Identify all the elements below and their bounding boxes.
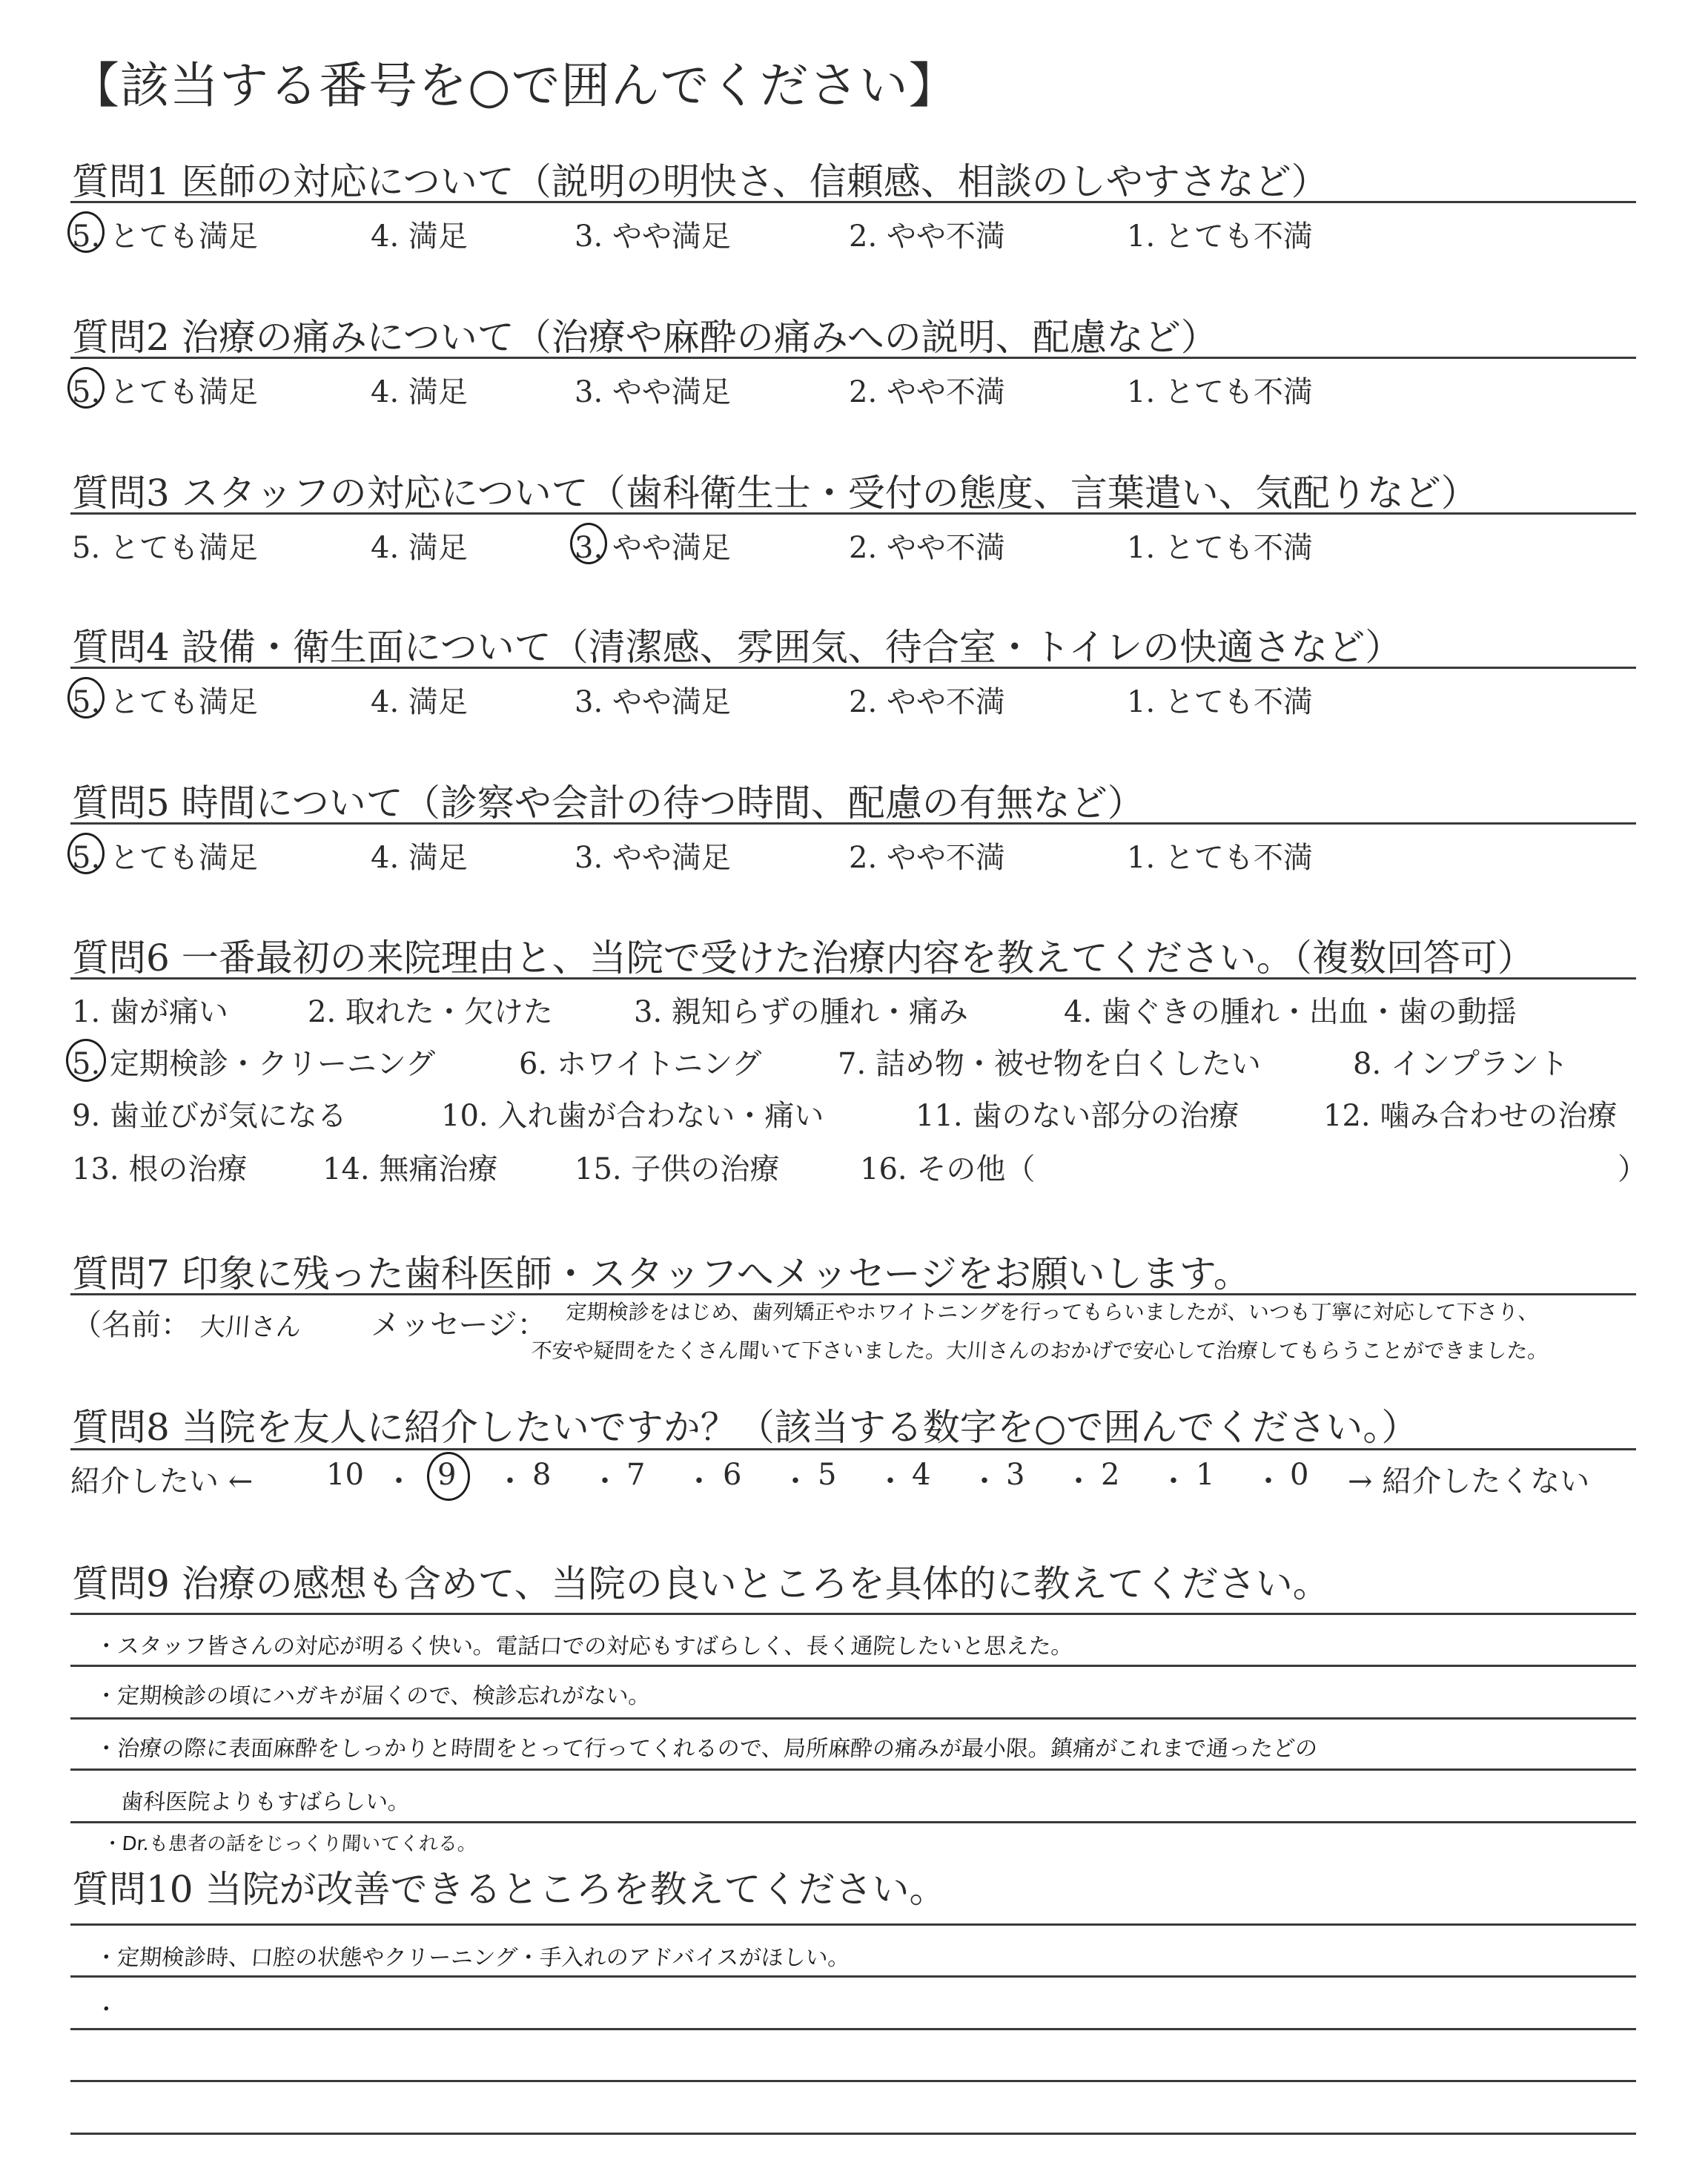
rating-option: 1. とても不満: [1127, 841, 1313, 875]
q8-separator: ・: [590, 1464, 620, 1499]
question-8-rule: [70, 1448, 1636, 1450]
q8-scale-value: 9: [437, 1458, 457, 1492]
q6-option: 4. 歯ぐきの腫れ・出血・歯の動揺: [1064, 995, 1517, 1029]
question-6-label: 質問6 一番最初の来院理由と、当院で受けた治療内容を教えてください。（複数回答可）: [72, 937, 1535, 980]
q6-option: 2. 取れた・欠けた: [308, 995, 553, 1029]
q8-separator: ・: [384, 1464, 414, 1499]
question-3-rule: [70, 512, 1636, 515]
question-2-label: 質問2 治療の痛みについて（治療や麻酔の痛みへの説明、配慮など）: [72, 316, 1218, 359]
selection-circle: [67, 211, 105, 253]
q9-answer-5: ・Dr.も患者の話をじっくり聞いてくれる。: [102, 1833, 478, 1855]
q6-option: 15. 子供の治療: [575, 1152, 780, 1186]
q6-option: 8. インプラント: [1353, 1047, 1569, 1081]
q7-message-line-2: 不安や疑問をたくさん聞いて下さいました。大川さんのおかげで安心して治療してもらうことができました。: [530, 1338, 1549, 1363]
question-9-label: 質問9 治療の感想も含めて、当院の良いところを具体的に教えてください。: [72, 1562, 1330, 1605]
question-7-label: 質問7 印象に残った歯科医師・スタッフへメッセージをお願いします。: [72, 1252, 1251, 1295]
q8-scale-value: 2: [1101, 1458, 1120, 1492]
selection-circle: [67, 367, 105, 409]
q8-scale-value: 1: [1196, 1458, 1215, 1492]
rating-option: 5. とても満足: [72, 375, 258, 409]
q8-right-label: → 紹介したくない: [1348, 1464, 1590, 1499]
rating-option: 1. とても不満: [1127, 531, 1313, 565]
question-1-label: 質問1 医師の対応について（説明の明快さ、信頼感、相談のしやすさなど）: [72, 160, 1328, 203]
rating-option: 1. とても不満: [1127, 219, 1313, 254]
q8-separator: ・: [875, 1464, 905, 1499]
q6-option: 14. 無痛治療: [322, 1152, 498, 1186]
rating-option: 4. 満足: [371, 841, 468, 875]
selection-circle: [67, 833, 105, 874]
q10-line: [70, 1923, 1636, 1926]
q7-message-line-1: 定期検診をはじめ、歯列矯正やホワイトニングを行ってもらいましたが、いつも丁寧に対応して下さり、: [565, 1300, 1540, 1324]
rating-option: 3. やや満足: [575, 219, 731, 254]
q6-option: 1. 歯が痛い: [72, 995, 228, 1029]
q9-line: [70, 1768, 1636, 1771]
selection-circle: [570, 523, 607, 564]
q10-answer-2: ・: [93, 1997, 119, 2023]
question-4-label: 質問4 設備・衛生面について（清潔感、雰囲気、待合室・トイレの快適さなど）: [72, 626, 1403, 669]
q8-separator: ・: [970, 1464, 999, 1499]
rating-option: 2. やや不満: [849, 685, 1005, 719]
q10-line: [70, 2028, 1636, 2030]
q6-option: 9. 歯並びが気になる: [72, 1099, 347, 1133]
q8-separator: ・: [1159, 1464, 1188, 1499]
question-3-label: 質問3 スタッフの対応について（歯科衛生士・受付の態度、言葉遣い、気配りなど）: [72, 472, 1478, 515]
q8-separator: ・: [684, 1464, 714, 1499]
rating-option: 5. とても満足: [72, 841, 258, 875]
question-6-rule: [70, 977, 1636, 980]
rating-option: 2. やや不満: [849, 219, 1005, 254]
q6-option: 11. 歯のない部分の治療: [916, 1099, 1239, 1133]
rating-option: 5. とても満足: [72, 219, 258, 254]
q6-option: 13. 根の治療: [72, 1152, 248, 1186]
q8-scale-value: 3: [1006, 1458, 1025, 1492]
rating-option: 3. やや満足: [575, 841, 731, 875]
question-4-rule: [70, 667, 1636, 669]
q8-scale-value: 0: [1290, 1458, 1309, 1492]
page-title: 【該当する番号を○で囲んでください】: [70, 57, 959, 114]
q7-name-value: 大川さん: [199, 1312, 302, 1342]
q8-scale-value: 8: [532, 1458, 552, 1492]
rating-option: 1. とても不満: [1127, 375, 1313, 409]
q6-option: 12. 噛み合わせの治療: [1323, 1099, 1618, 1133]
rating-option: 2. やや不満: [849, 375, 1005, 409]
rating-option: 3. やや満足: [575, 531, 731, 565]
q6-option: 6. ホワイトニング: [519, 1047, 762, 1081]
q6-option: 10. 入れ歯が合わない・痛い: [441, 1099, 824, 1133]
q8-scale-value: 4: [912, 1458, 931, 1492]
question-5-rule: [70, 822, 1636, 825]
q8-separator: ・: [1064, 1464, 1093, 1499]
q6-option: 16. その他（: [860, 1152, 1036, 1186]
question-5-label: 質問5 時間について（診察や会計の待つ時間、配慮の有無など）: [72, 782, 1145, 825]
question-1-rule: [70, 201, 1636, 203]
q8-separator: ・: [495, 1464, 525, 1499]
rating-option: 2. やや不満: [849, 531, 1005, 565]
q6-other-close: ）: [1618, 1152, 1647, 1186]
q10-answer-1: ・定期検診時、口腔の状態やクリーニング・手入れのアドバイスがほしい。: [93, 1945, 851, 1971]
selection-circle: [67, 677, 105, 719]
q8-left-label: 紹介したい ←: [70, 1464, 254, 1499]
q8-scale-value: 10: [326, 1458, 364, 1492]
q9-answer-4: 歯科医院よりもすばらしい。: [119, 1789, 411, 1815]
q9-line: [70, 1717, 1636, 1720]
rating-option: 4. 満足: [371, 531, 468, 565]
q10-line: [70, 2133, 1636, 2135]
question-7-rule: [70, 1293, 1636, 1295]
q9-line: [70, 1665, 1636, 1667]
q8-separator: ・: [1254, 1464, 1283, 1499]
q9-answer-1: ・スタッフ皆さんの対応が明るく快い。電話口での対応もすばらしく、長く通院したいと思えた。: [93, 1634, 1074, 1659]
q9-answer-2: ・定期検診の頃にハガキが届くので、検診忘れがない。: [93, 1683, 652, 1709]
q7-message-label: メッセージ：: [371, 1308, 547, 1342]
rating-option: 2. やや不満: [849, 841, 1005, 875]
q10-line: [70, 2080, 1636, 2082]
q8-scale-value: 5: [818, 1458, 837, 1492]
selection-circle: [427, 1452, 470, 1501]
q7-name-label: （名前：: [72, 1308, 191, 1342]
q10-line: [70, 1975, 1636, 1978]
rating-option: 3. やや満足: [575, 685, 731, 719]
rating-option: 4. 満足: [371, 219, 468, 254]
selection-circle: [66, 1039, 106, 1082]
rating-option: 5. とても満足: [72, 531, 258, 565]
rating-option: 1. とても不満: [1127, 685, 1313, 719]
rating-option: 4. 満足: [371, 685, 468, 719]
q9-line: [70, 1821, 1636, 1823]
rating-option: 5. とても満足: [72, 685, 258, 719]
rating-option: 4. 満足: [371, 375, 468, 409]
question-2-rule: [70, 357, 1636, 359]
q8-scale-value: 7: [626, 1458, 646, 1492]
q6-option: 5. 定期検診・クリーニング: [72, 1047, 436, 1081]
q6-option: 3. 親知らずの腫れ・痛み: [634, 995, 968, 1029]
q9-line: [70, 1613, 1636, 1615]
rating-option: 3. やや満足: [575, 375, 731, 409]
q8-scale-value: 6: [723, 1458, 742, 1492]
q8-separator: ・: [781, 1464, 810, 1499]
question-8-label: 質問8 当院を友人に紹介したいですか？（該当する数字を○で囲んでください。）: [72, 1406, 1419, 1449]
q6-option: 7. 詰め物・被せ物を白くしたい: [838, 1047, 1261, 1081]
question-10-label: 質問10 当院が改善できるところを教えてください。: [72, 1868, 947, 1911]
q9-answer-3: ・治療の際に表面麻酔をしっかりと時間をとって行ってくれるので、局所麻酔の痛みが最小限。鎮痛がこれまで通ったどの: [93, 1736, 1319, 1762]
